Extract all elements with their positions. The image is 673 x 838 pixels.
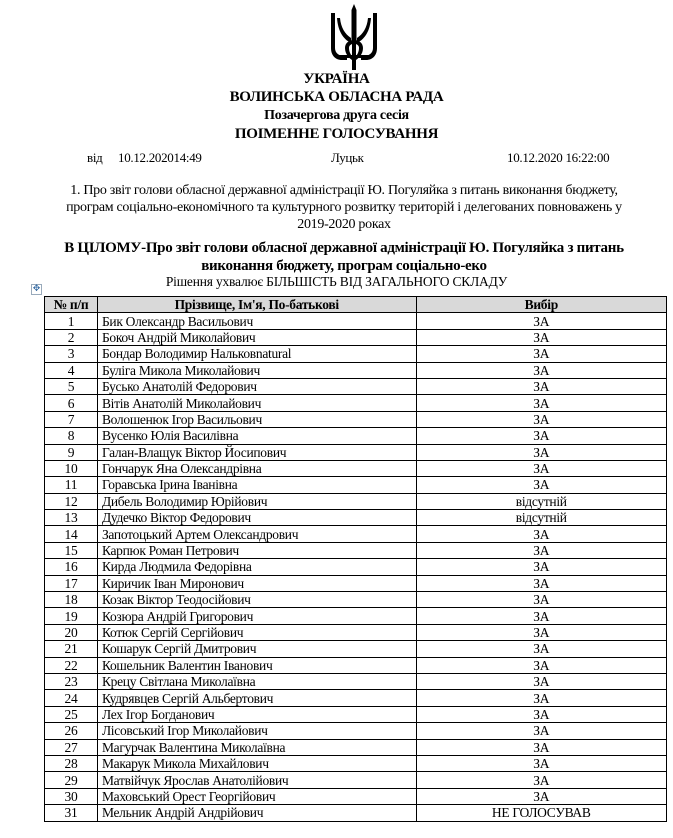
table-row: [45, 526, 667, 542]
table-row: [45, 739, 667, 755]
row-number: 29: [45, 772, 98, 788]
vote-choice: ЗА: [416, 428, 666, 444]
deputy-name: Лісовський Ігор Миколайович: [97, 723, 416, 739]
table-row: [45, 395, 667, 411]
vote-choice: ЗА: [416, 772, 666, 788]
row-number: 18: [45, 592, 98, 608]
row-number: 17: [45, 575, 98, 591]
vote-choice: ЗА: [416, 739, 666, 755]
vote-choice: ЗА: [416, 755, 666, 771]
deputy-name: Кошарук Сергій Дмитрович: [97, 641, 416, 657]
deputy-name: Маховський Орест Георгійович: [97, 788, 416, 804]
row-number: 10: [45, 460, 98, 476]
deputy-name: Мельник Андрій Андрійович: [97, 805, 416, 821]
deputy-name: Бусько Анатолій Федорович: [97, 378, 416, 394]
vote-choice: ЗА: [416, 559, 666, 575]
deputy-name: Матвійчук Ярослав Анатолійович: [97, 772, 416, 788]
vote-choice: ЗА: [416, 460, 666, 476]
vote-choice: ЗА: [416, 657, 666, 673]
vote-choice: ЗА: [416, 526, 666, 542]
vote-choice: відсутній: [416, 510, 666, 526]
deputy-name: Бокоч Андрій Миколайович: [97, 329, 416, 345]
vote-choice: ЗА: [416, 477, 666, 493]
vote-choice: ЗА: [416, 395, 666, 411]
row-number: 23: [45, 673, 98, 689]
vote-choice: ЗА: [416, 641, 666, 657]
from-label: від: [87, 150, 103, 165]
agenda-item: 1. Про звіт голови обласної державної адміністрації Ю. Погуляйка з питань виконання бюджету, програм соціально-економічного та культурного розвитку територій і делегованих повноважень у 2019-2020 роках: [66, 183, 622, 232]
row-number: 12: [45, 493, 98, 509]
deputy-name: Котюк Сергій Сергійович: [97, 624, 416, 640]
deputy-name: Кудрявцев Сергій Альбертович: [97, 690, 416, 706]
table-header-row: [45, 297, 667, 313]
table-row: [45, 378, 667, 394]
deputy-name: Горавська Ірина Іванівна: [97, 477, 416, 493]
deputy-name: Карпюк Роман Петрович: [97, 542, 416, 558]
row-number: 19: [45, 608, 98, 624]
table-row: [45, 723, 667, 739]
column-header-choice: Вибір: [416, 297, 666, 313]
row-number: 7: [45, 411, 98, 427]
vote-choice: ЗА: [416, 346, 666, 362]
table-row: [45, 313, 667, 329]
vote-table: [44, 296, 667, 822]
deputy-name: Бондар Володимир Нальковnatural: [97, 346, 416, 362]
resolution-title: В ЦІЛОМУ-Про звіт голови обласної державної адміністрації Ю. Погуляйка з питань виконання бюджету, програм соціально-еко: [64, 240, 624, 274]
vote-choice: ЗА: [416, 575, 666, 591]
row-number: 16: [45, 559, 98, 575]
row-number: 4: [45, 362, 98, 378]
table-row: [45, 755, 667, 771]
vote-choice: ЗА: [416, 690, 666, 706]
deputy-name: Гончарук Яна Олександрівна: [97, 460, 416, 476]
vote-choice: ЗА: [416, 411, 666, 427]
table-row: [45, 346, 667, 362]
vote-choice: НЕ ГОЛОСУВАВ: [416, 805, 666, 821]
table-row: [45, 411, 667, 427]
vote-choice: ЗА: [416, 673, 666, 689]
table-row: [45, 542, 667, 558]
row-number: 21: [45, 641, 98, 657]
table-row: [45, 575, 667, 591]
vote-choice: ЗА: [416, 592, 666, 608]
deputy-name: Запотоцький Артем Олександрович: [97, 526, 416, 542]
from-datetime: 10.12.202014:49: [118, 150, 202, 165]
row-number: 9: [45, 444, 98, 460]
printed-datetime: 10.12.2020 16:22:00: [507, 150, 610, 165]
country-title: УКРАЇНА: [303, 71, 370, 87]
table-row: [45, 444, 667, 460]
vote-choice: ЗА: [416, 624, 666, 640]
deputy-name: Кирда Людмила Федорівна: [97, 559, 416, 575]
column-header-name: Прізвище, Ім'я, По-батькові: [97, 297, 416, 313]
table-row: [45, 657, 667, 673]
row-number: 1: [45, 313, 98, 329]
row-number: 15: [45, 542, 98, 558]
row-number: 27: [45, 739, 98, 755]
decision-rule: Рішення ухвалює БІЛЬШІСТЬ ВІД ЗАГАЛЬНОГО СКЛАДУ: [165, 274, 508, 289]
row-number: 25: [45, 706, 98, 722]
vote-choice: ЗА: [416, 362, 666, 378]
deputy-name: Козюра Андрій Григорович: [97, 608, 416, 624]
vote-choice: ЗА: [416, 542, 666, 558]
row-number: 2: [45, 329, 98, 345]
deputy-name: Лех Ігор Богданович: [97, 706, 416, 722]
deputy-name: Крецу Світлана Миколаївна: [97, 673, 416, 689]
deputy-name: Бик Олександр Васильович: [97, 313, 416, 329]
vote-choice: ЗА: [416, 706, 666, 722]
table-row: [45, 477, 667, 493]
column-header-number: № п/п: [45, 297, 98, 313]
vote-choice: ЗА: [416, 723, 666, 739]
table-row: [45, 706, 667, 722]
vote-choice: відсутній: [416, 493, 666, 509]
row-number: 8: [45, 428, 98, 444]
table-row: [45, 592, 667, 608]
vote-choice: ЗА: [416, 313, 666, 329]
table-row: [45, 624, 667, 640]
table-row: [45, 510, 667, 526]
row-number: 13: [45, 510, 98, 526]
deputy-name: Козак Віктор Теодосійович: [97, 592, 416, 608]
table-row: [45, 788, 667, 804]
deputy-name: Кошельник Валентин Іванович: [97, 657, 416, 673]
deputy-name: Магурчак Валентина Миколаївна: [97, 739, 416, 755]
deputy-name: Галан-Влащук Віктор Йосипович: [97, 444, 416, 460]
table-row: [45, 460, 667, 476]
row-number: 11: [45, 477, 98, 493]
deputy-name: Киричик Іван Миронович: [97, 575, 416, 591]
vote-choice: ЗА: [416, 444, 666, 460]
row-number: 26: [45, 723, 98, 739]
deputy-name: Макарук Микола Михайлович: [97, 755, 416, 771]
table-row: [45, 805, 667, 821]
row-number: 28: [45, 755, 98, 771]
row-number: 3: [45, 346, 98, 362]
vote-choice: ЗА: [416, 378, 666, 394]
table-row: [45, 329, 667, 345]
deputy-name: Дудечко Віктор Федорович: [97, 510, 416, 526]
deputy-name: Вітів Анатолій Миколайович: [97, 395, 416, 411]
document-type-title: ПОІМЕННЕ ГОЛОСУВАННЯ: [234, 126, 439, 142]
session-title: Позачергова друга сесія: [264, 108, 409, 123]
table-row: [45, 772, 667, 788]
table-row: [45, 673, 667, 689]
council-title: ВОЛИНСЬКА ОБЛАСНА РАДА: [229, 89, 444, 105]
vote-choice: ЗА: [416, 329, 666, 345]
row-number: 20: [45, 624, 98, 640]
row-number: 6: [45, 395, 98, 411]
row-number: 14: [45, 526, 98, 542]
table-move-icon[interactable]: ✥: [32, 284, 41, 294]
deputy-name: Волошенюк Ігор Васильович: [97, 411, 416, 427]
trident-coat-of-arms-icon: [331, 4, 377, 70]
deputy-name: Буліга Микола Миколайович: [97, 362, 416, 378]
row-number: 24: [45, 690, 98, 706]
city: Луцьк: [331, 150, 364, 165]
table-row: [45, 493, 667, 509]
table-row: [45, 641, 667, 657]
table-row: [45, 362, 667, 378]
deputy-name: Вусенко Юлія Василівна: [97, 428, 416, 444]
vote-choice: ЗА: [416, 608, 666, 624]
vote-choice: ЗА: [416, 788, 666, 804]
table-row: [45, 428, 667, 444]
row-number: 31: [45, 805, 98, 821]
row-number: 30: [45, 788, 98, 804]
table-row: [45, 608, 667, 624]
deputy-name: Дибель Володимир Юрійович: [97, 493, 416, 509]
row-number: 5: [45, 378, 98, 394]
row-number: 22: [45, 657, 98, 673]
table-row: [45, 559, 667, 575]
table-row: [45, 690, 667, 706]
